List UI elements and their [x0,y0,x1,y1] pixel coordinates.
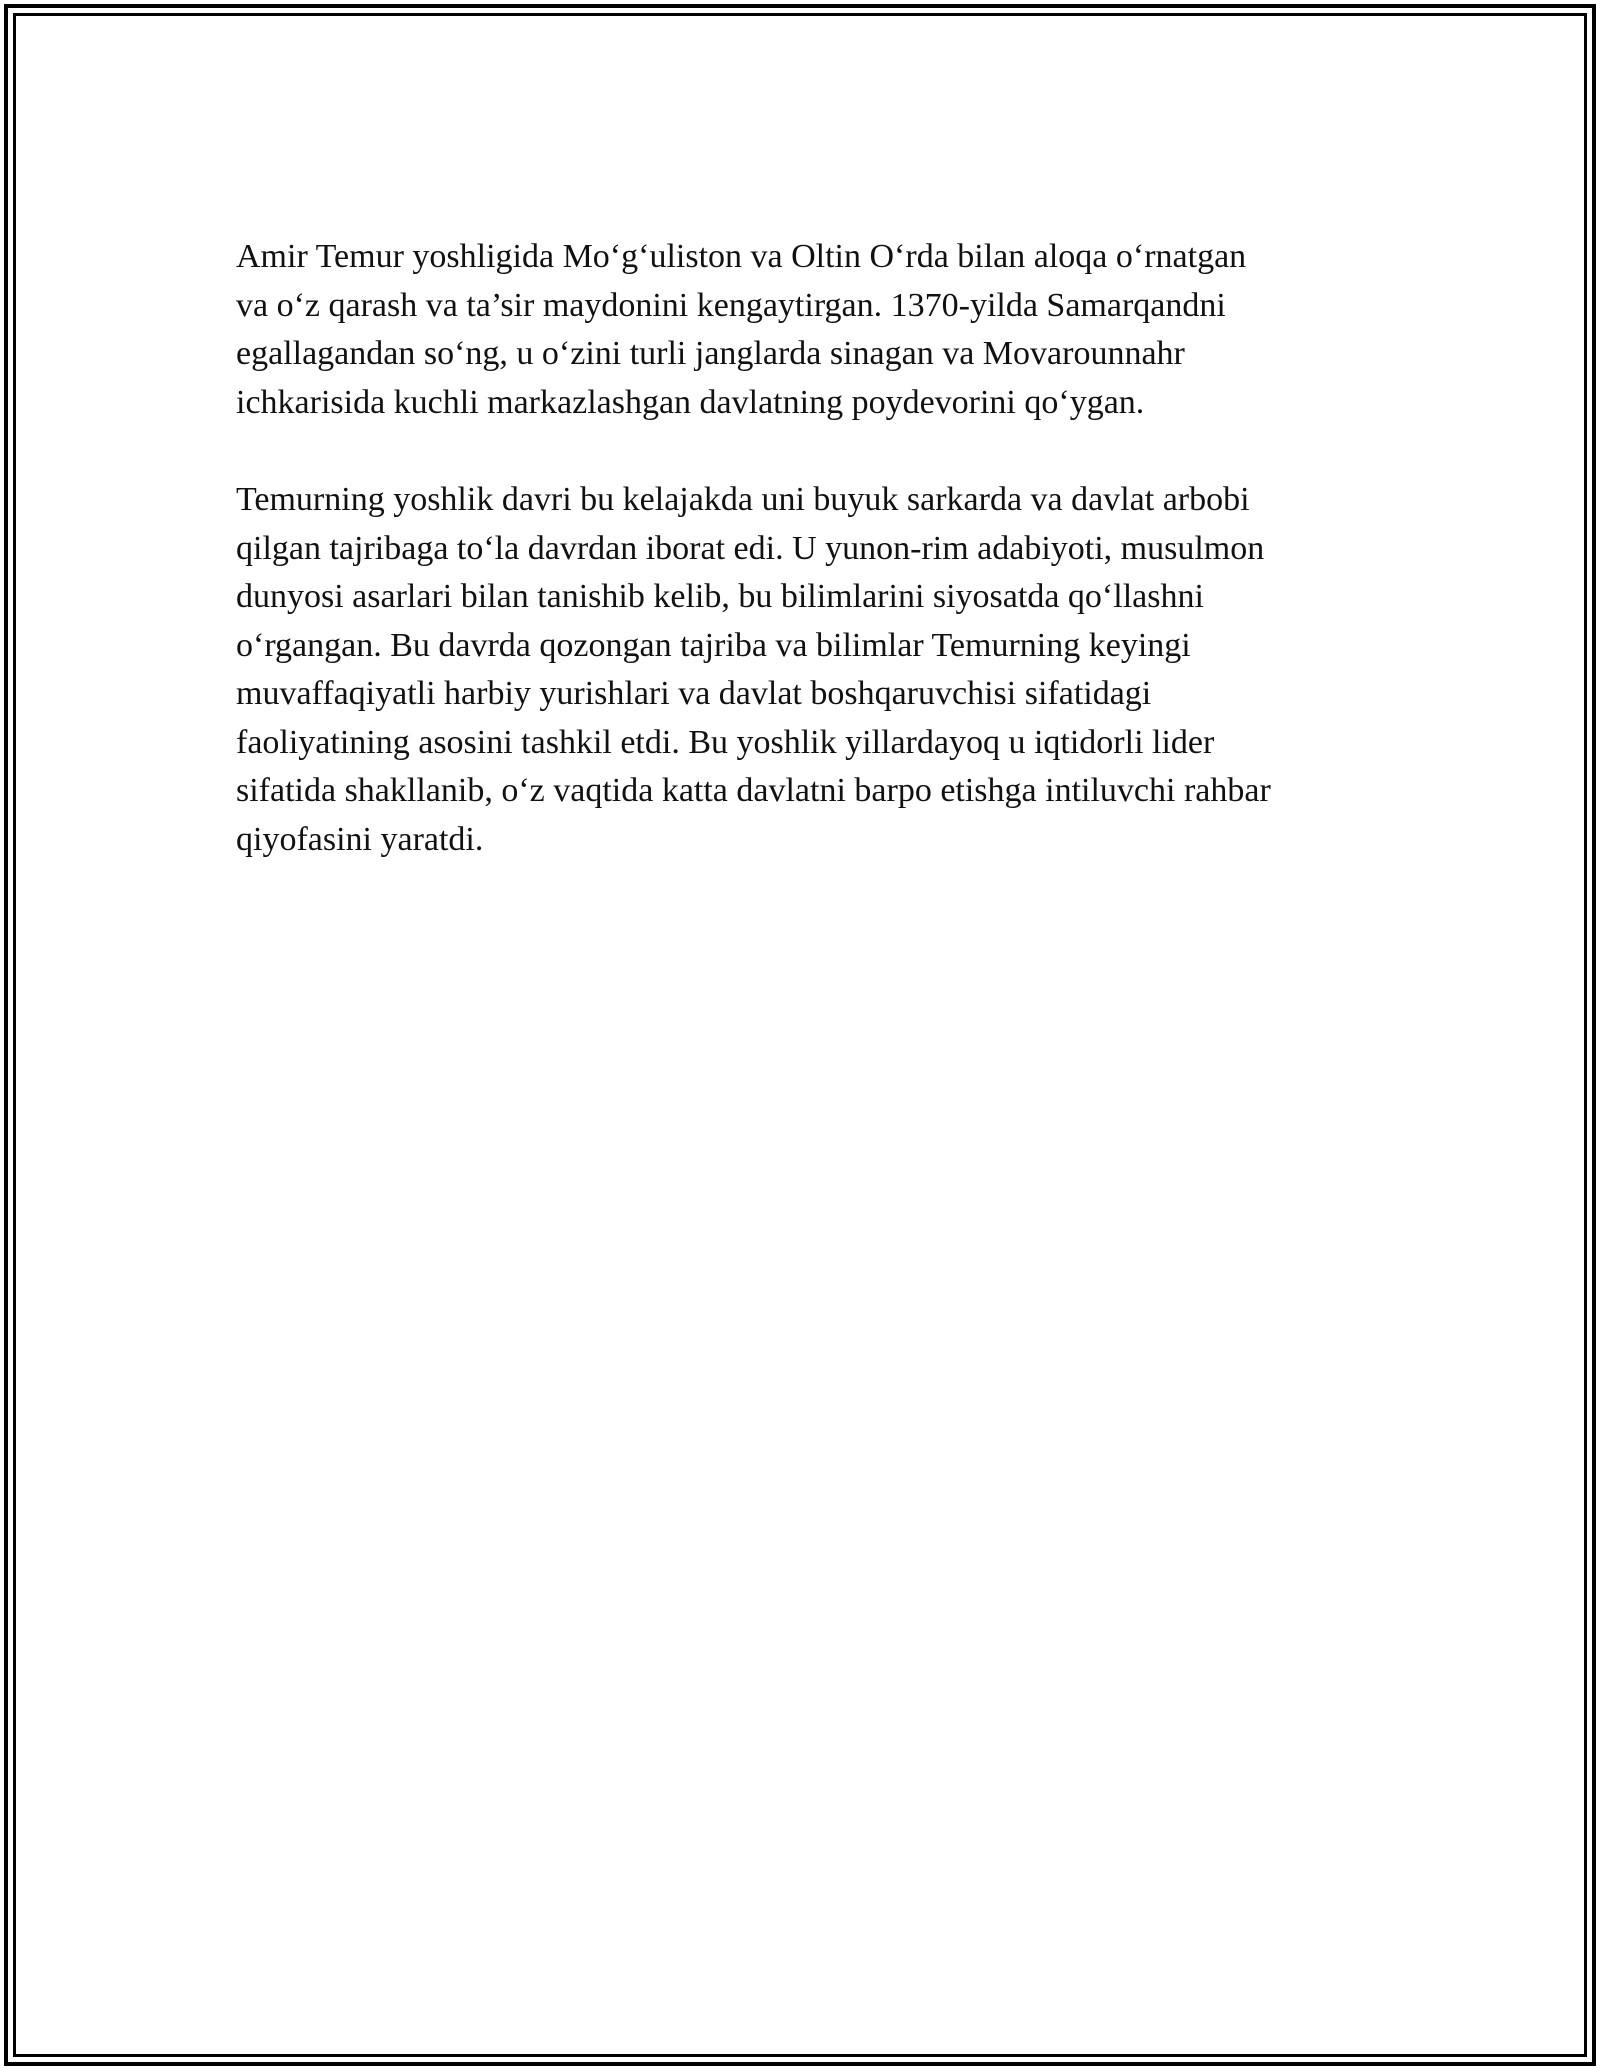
paragraph-1: Amir Temur yoshligida Mo‘g‘uliston va Oltin O‘rda bilan aloqa o‘rnatgan va o‘z qarash va ta’sir maydonini kengaytirgan. 1370-yilda Samarqandni egallagandan so‘ng, u o‘zini turli janglarda sinagan va Movarounnahr ichkarisida kuchli markazlashgan davlatning poydevorini qo‘ygan. [236,238,1247,421]
document-body [236,233,1366,913]
paragraph-2: Temurning yoshlik davri bu kelajakda uni buyuk sarkarda va davlat arbobi qilgan tajribaga to‘la davrdan iborat edi. U yunon-rim adabiyoti, musulmon dunyosi asarlari bilan tanishib kelib, bu bilimlarini siyosatda qo‘llashni o‘rgangan. Bu davrda qozongan tajriba va bilimlar Temurning keyingi muvaffaqiyatli harbiy yurishlari va davlat boshqaruvchisi sifatidagi faoliyatining asosini tashkil etdi. Bu yoshlik yillardayoq u iqtidorli lider sifatida shakllanib, o‘z vaqtida katta davlatni barpo etishga intiluvchi rahbar qiyofasini yaratdi. [236,481,1271,858]
